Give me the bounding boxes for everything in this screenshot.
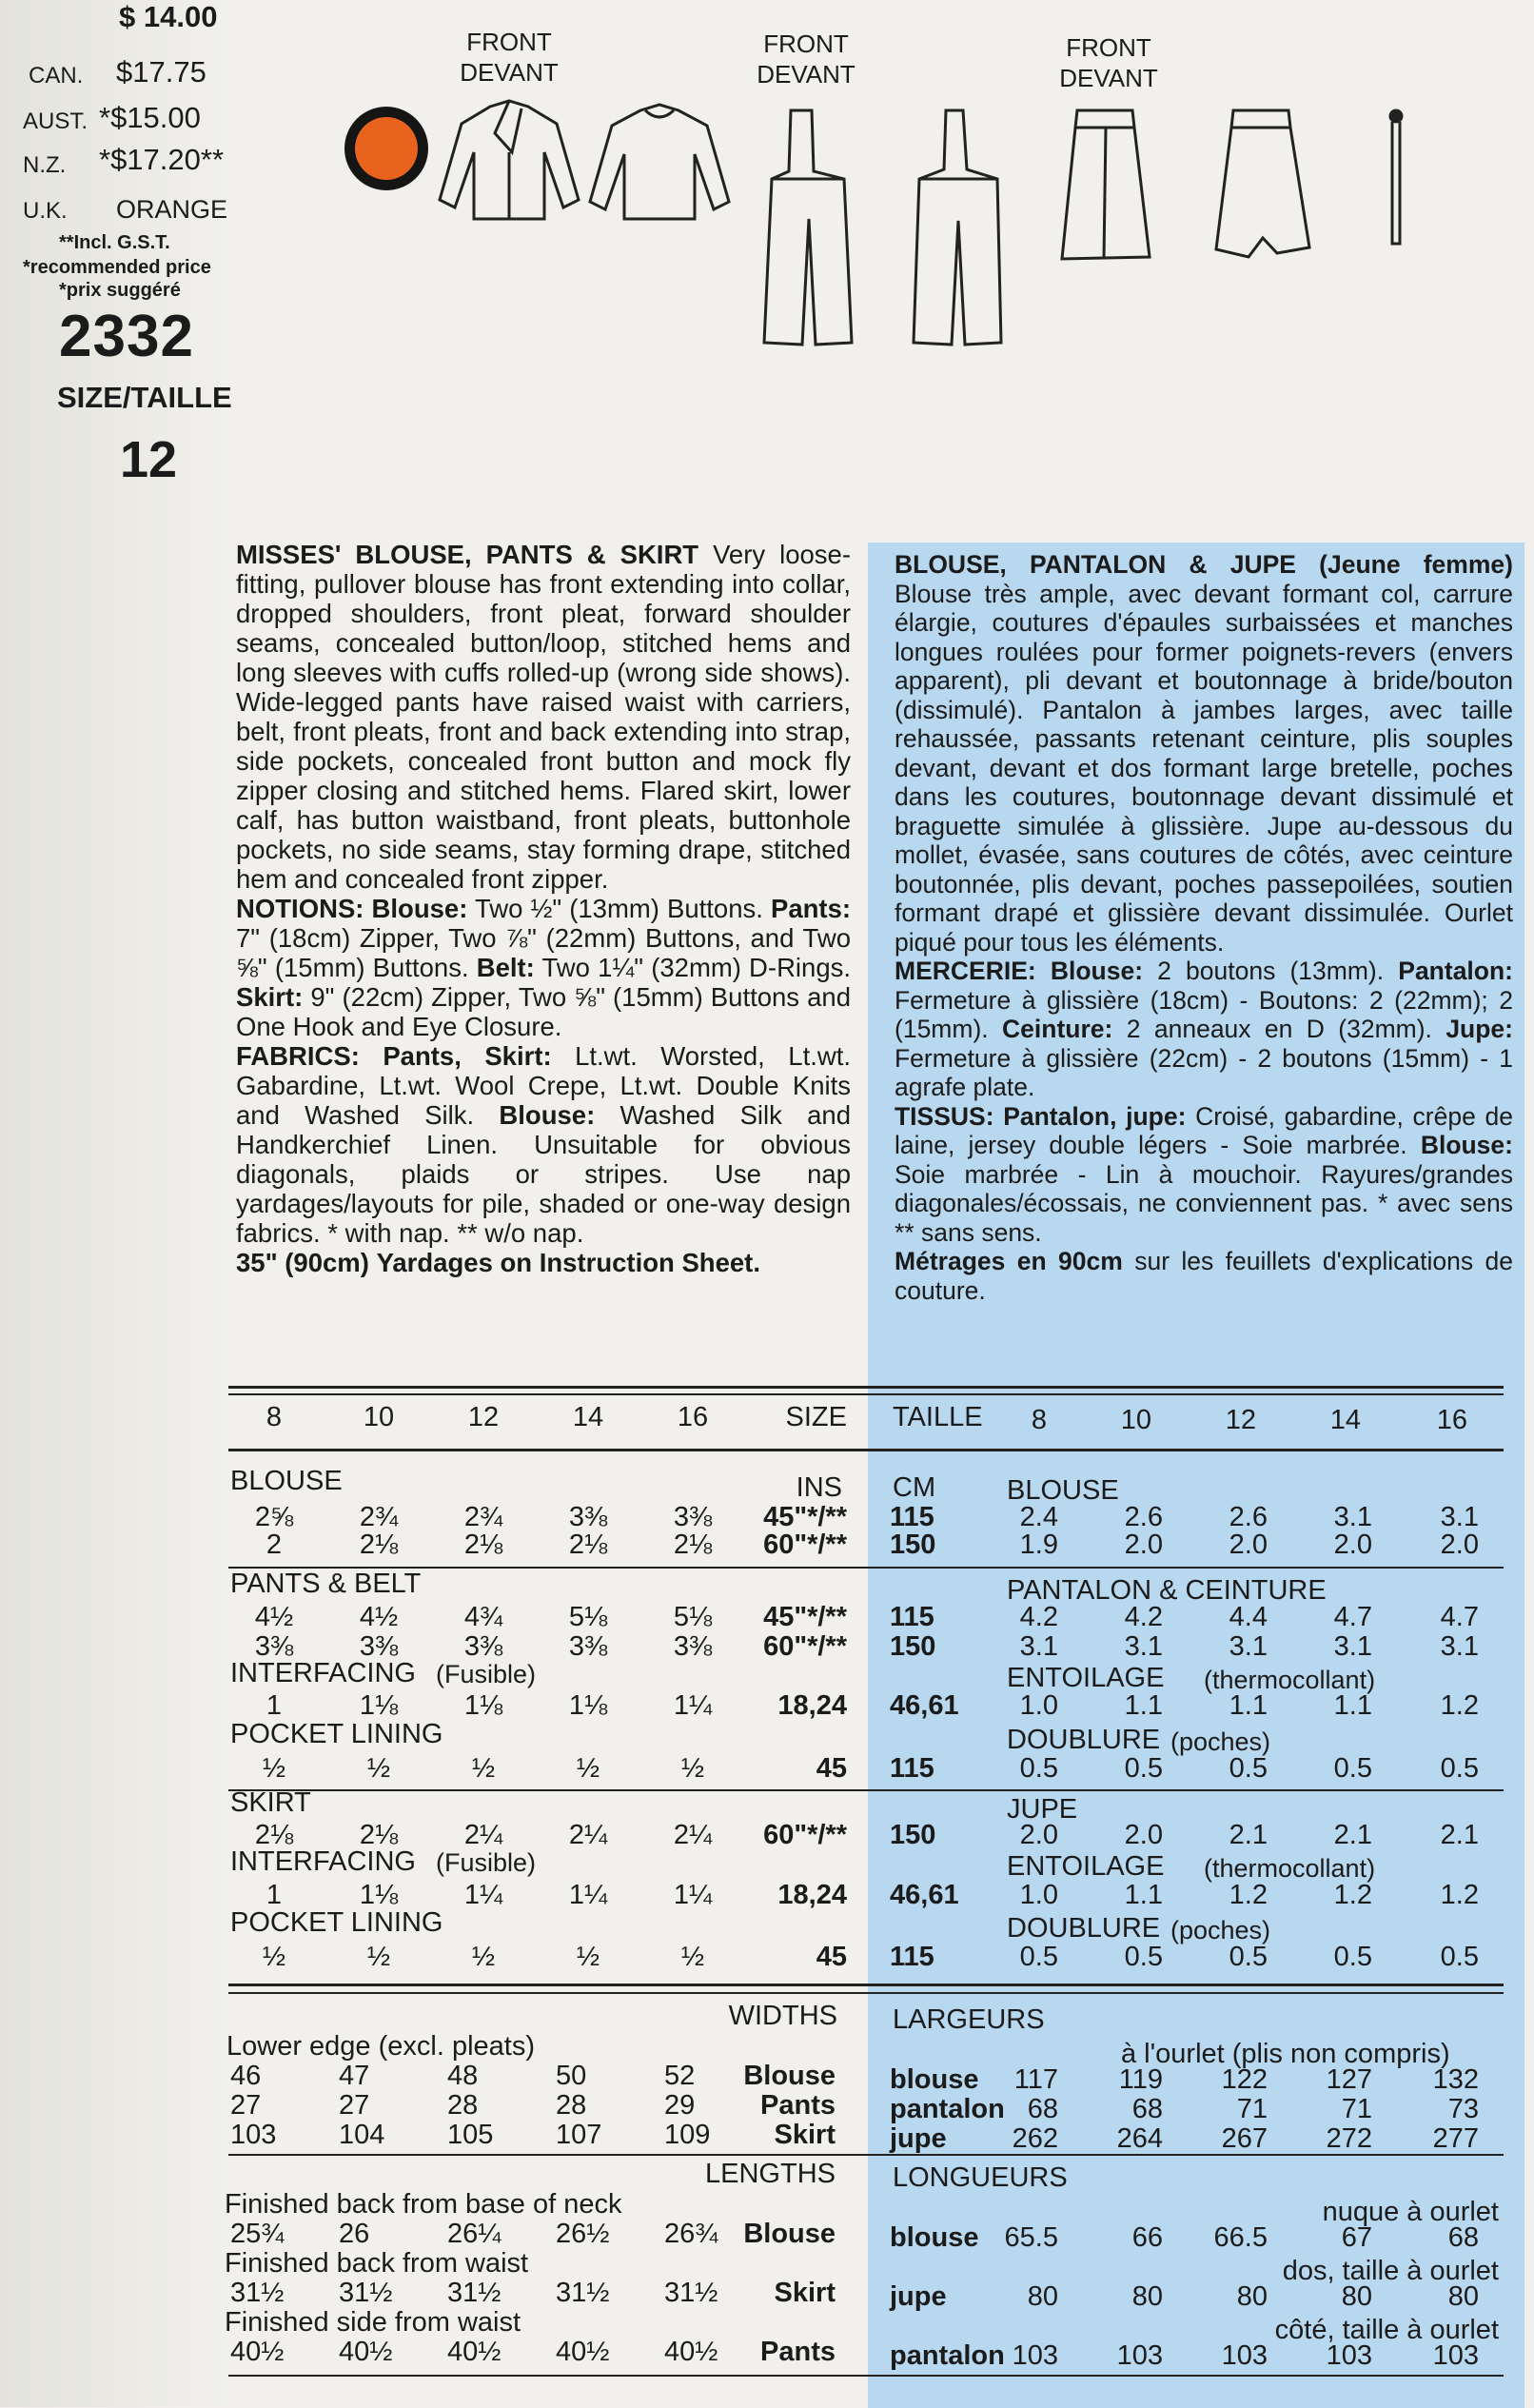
size-value-fr: 1.1 <box>1124 1690 1163 1721</box>
length-value-fr: 65.5 <box>1004 2222 1058 2253</box>
size-value-fr: 1.2 <box>1440 1880 1479 1910</box>
length-value-en: 40½ <box>447 2337 502 2367</box>
size-value-en: 1¼ <box>673 1690 713 1721</box>
widths-heading-fr: LARGEURS <box>893 2004 1045 2035</box>
width-value-en: 47 <box>339 2061 370 2091</box>
length-value-fr: 80 <box>1341 2281 1372 2312</box>
width-label-fr: blouse <box>890 2064 979 2095</box>
length-value-fr: 80 <box>1447 2281 1479 2312</box>
width-value-en: 109 <box>664 2120 711 2150</box>
size-value-fr: 0.5 <box>1019 1942 1058 1972</box>
size-value-en: ½ <box>262 1942 286 1972</box>
size-value-fr: 3.1 <box>1333 1502 1372 1532</box>
length-value-en: 40½ <box>556 2337 610 2367</box>
table-divider <box>228 1992 1504 1994</box>
blouse-heading: BLOUSE <box>230 1466 343 1496</box>
length-value-en: 26½ <box>556 2219 610 2249</box>
width-value-fr: 122 <box>1221 2064 1268 2095</box>
length-value-fr: 103 <box>1221 2340 1268 2371</box>
table-divider <box>228 1449 1504 1451</box>
width-label-fr: pantalon <box>890 2094 1005 2124</box>
price-aust-value: *$15.00 <box>99 101 201 134</box>
size-value-en: ½ <box>262 1753 286 1784</box>
view-title-line: DEVANT <box>1059 64 1158 92</box>
cm-label: CM <box>893 1472 936 1503</box>
fabric-width-in: 18,24 <box>777 1690 847 1721</box>
lining-heading-fr: DOUBLURE <box>1007 1725 1161 1755</box>
fabrics-pants: Lt.wt. Worsted, Lt.wt. Gabardine, Lt.wt. Wool Crepe, Lt.wt. Double Knits and Washed Silk. <box>236 1041 852 1130</box>
size-value-fr: 2.0 <box>1229 1530 1268 1560</box>
size-value-en: 1 <box>266 1880 283 1910</box>
yardage-bold: 35" (90cm) <box>236 1248 369 1277</box>
size-value-fr: 0.5 <box>1333 1942 1372 1972</box>
length-label-fr: pantalon <box>890 2340 1005 2371</box>
length-value-fr: 80 <box>1131 2281 1163 2312</box>
mercerie-jupe: Fermeture à glissière (22cm) - 2 boutons (15mm) - 1 agrafe plate. <box>895 1043 1513 1101</box>
size-value-fr: 0.5 <box>1229 1942 1268 1972</box>
length-value-fr: 80 <box>1236 2281 1268 2312</box>
view-title-line: FRONT <box>466 28 552 56</box>
tissus-blouse-label: Blouse: <box>1420 1131 1513 1159</box>
width-value-en: 29 <box>664 2090 696 2121</box>
width-value-fr: 71 <box>1236 2094 1268 2124</box>
metrages-bold: Métrages en 90cm <box>895 1247 1123 1275</box>
size-value-en: 3⅜ <box>568 1502 608 1532</box>
fabric-width-cm: 115 <box>890 1502 934 1532</box>
fabrics-pants-label: Pants, Skirt: <box>383 1041 552 1071</box>
interfacing-sub: (Fusible) <box>436 1848 537 1877</box>
size-value-fr: 3.1 <box>1440 1631 1479 1662</box>
table-divider <box>228 2154 1504 2156</box>
length-value-fr: 66.5 <box>1213 2222 1268 2253</box>
width-value-en: 27 <box>230 2090 262 2121</box>
size-value-en: 1 <box>266 1690 283 1721</box>
fabric-width-cm: 46,61 <box>890 1690 959 1721</box>
size-value-en: ½ <box>471 1753 496 1784</box>
size-value-fr: 2.0 <box>1124 1820 1163 1850</box>
mercerie-pant: Fermeture à glissière (18cm) - Boutons: 2 (22mm); 2 (15mm). <box>895 985 1513 1043</box>
fabric-width-cm: 115 <box>890 1753 934 1784</box>
size-value-fr: 2.0 <box>1019 1820 1058 1850</box>
size-value-en: ½ <box>680 1753 705 1784</box>
width-value-en: 107 <box>556 2120 602 2150</box>
width-value-en: 48 <box>447 2061 479 2091</box>
size-value-en: 3⅜ <box>568 1631 608 1662</box>
fabric-width-in: 45 <box>816 1753 847 1784</box>
fabric-width-in: 45"*/** <box>763 1602 847 1632</box>
width-value-en: 103 <box>230 2120 277 2150</box>
size-value-fr: 2.1 <box>1229 1820 1268 1850</box>
width-value-en: 50 <box>556 2061 587 2091</box>
pants-heading-fr: PANTALON & CEINTURE <box>1007 1575 1327 1606</box>
price-nz-value: *$17.20** <box>99 143 225 176</box>
blouse-heading-fr: BLOUSE <box>1007 1475 1119 1506</box>
size-value-en: 3⅜ <box>254 1631 294 1662</box>
size-value-fr: 2.1 <box>1333 1820 1372 1850</box>
size-value-en: 1⅛ <box>568 1690 608 1721</box>
size-value-fr: 2.0 <box>1124 1530 1163 1560</box>
size-value-en: 1¼ <box>463 1880 503 1910</box>
width-label-en: Pants <box>760 2090 836 2121</box>
view-title-line: FRONT <box>1066 33 1151 62</box>
size-value-fr: 4.7 <box>1333 1602 1372 1632</box>
width-value-fr: 127 <box>1326 2064 1372 2095</box>
fabrics-blouse: Washed Silk and Handkerchief Linen. Unsuitable for obvious diagonals, plaids or stripes. Use nap yardages/layouts for pile, shaded or one-way design fabrics. * with nap. ** w/o nap. <box>236 1100 852 1248</box>
size-value-fr: 0.5 <box>1333 1753 1372 1784</box>
fabric-width-in: 60"*/** <box>763 1631 847 1662</box>
length-value-fr: 80 <box>1027 2281 1058 2312</box>
ins-label: INS <box>796 1472 842 1503</box>
size-value-fr: 0.5 <box>1124 1942 1163 1972</box>
view-title-line: DEVANT <box>757 60 856 89</box>
length-value-en: 31½ <box>230 2278 285 2308</box>
notions-blouse: Two ½" (13mm) Buttons. <box>474 894 763 923</box>
length-value-fr: 67 <box>1341 2222 1372 2253</box>
pattern-number: 2332 <box>59 304 194 369</box>
width-value-en: 52 <box>664 2061 696 2091</box>
width-value-en: 46 <box>230 2061 262 2091</box>
length-value-en: 26 <box>339 2219 370 2249</box>
size-header-fr: 16 <box>1436 1405 1467 1435</box>
size-value-fr: 3.1 <box>1124 1631 1163 1662</box>
length-value-en: 40½ <box>664 2337 718 2367</box>
size-value-en: ½ <box>471 1942 496 1972</box>
length-desc-fr: côté, taille à ourlet <box>1274 2315 1499 2345</box>
width-value-fr: 267 <box>1221 2123 1268 2154</box>
width-value-en: 28 <box>556 2090 587 2121</box>
length-desc-en: Finished back from waist <box>225 2248 529 2279</box>
notions-blouse-label: Blouse: <box>371 894 468 923</box>
size-value-en: 3⅜ <box>463 1631 503 1662</box>
mercerie-label: MERCERIE: <box>895 957 1036 985</box>
size-value-fr: 1.2 <box>1440 1690 1479 1721</box>
french-title: BLOUSE, PANTALON & JUPE (Jeune femme) <box>895 550 1513 579</box>
fabric-width-cm: 150 <box>890 1530 936 1560</box>
size-value-en: 1¼ <box>673 1880 713 1910</box>
french-body: Blouse très ample, avec devant formant col, carrure élargie, coutures d'épaules surbaissées et manches longues roulées pour former poignets-revers (envers apparent), pli devant et boutonnage à bride/bouton (dissimulé). Pantalon à jambes larges, avec taille rehaussée, passants retenant ceinture, plis souples devant, devant et dos formant large bretelle, poches dans les coutures, boutonnage devant dissimulé et braguette simulée à glissière. Jupe au-dessous du mollet, évasée, sans coutures de côtés, avec ceinture boutonnée, plis devant, poches passepoilées, soutien formant drapé et glissière devant dissimulée. Ourlet piqué pour tous les éléments. <box>895 579 1513 957</box>
size-value-fr: 1.1 <box>1333 1690 1372 1721</box>
size-value-en: 2⅛ <box>359 1530 399 1560</box>
size-header-fr: 8 <box>1031 1405 1047 1435</box>
length-label-fr: blouse <box>890 2222 979 2253</box>
taille-header-label: TAILLE <box>893 1402 983 1432</box>
tissus-label: TISSUS: <box>895 1101 994 1131</box>
size-value-en: 1⅛ <box>359 1880 399 1910</box>
lining-sub-fr: (poches) <box>1170 1916 1271 1944</box>
size-value-en: ½ <box>680 1942 705 1972</box>
notions-pants-label: Pants: <box>770 894 852 923</box>
interfacing-heading: INTERFACING <box>230 1846 416 1877</box>
price-note-recommended: *recommended price <box>23 257 211 278</box>
size-value-fr: 2.0 <box>1333 1530 1372 1560</box>
size-value-en: 5⅛ <box>568 1602 608 1632</box>
size-value-fr: 1.0 <box>1019 1880 1058 1910</box>
size-value-en: 2¾ <box>463 1502 503 1532</box>
size-value-en: 3⅜ <box>673 1631 713 1662</box>
size-value-en: 1¼ <box>568 1880 608 1910</box>
length-value-en: 31½ <box>664 2278 718 2308</box>
tissus-pant: Croisé, gabardine, crêpe de laine, jersey double légers - Soie marbrée. <box>895 1101 1513 1159</box>
lower-edge-label-fr: à l'ourlet (plis non compris) <box>1121 2039 1450 2069</box>
english-body: Very loose-fitting, pullover blouse has front extending into collar, dropped shoulders, front pleat, forward shoulder seams, concealed button/loop, stitched hems and long sleeves with cuffs rolled-up (wrong side shows). Wide-legged pants have raised waist with carriers, belt, front pleats, front and back extending into strap, side pockets, concealed front button and mock fly zipper closing and stitched hems. Flared skirt, lower calf, has button waistband, front pleats, buttonhole pockets, no side seams, stay forming drape, stitched hem and concealed front zipper. <box>236 540 851 894</box>
notions-label: NOTIONS: <box>236 894 364 923</box>
table-divider <box>228 1393 1504 1395</box>
size-value-en: ½ <box>576 1942 600 1972</box>
pants-heading: PANTS & BELT <box>230 1569 422 1599</box>
length-desc-fr: nuque à ourlet <box>1322 2197 1499 2227</box>
width-value-fr: 264 <box>1116 2123 1163 2154</box>
size-value-en: 2⅛ <box>673 1530 713 1560</box>
tissus-pant-label: Pantalon, jupe: <box>1003 1101 1187 1131</box>
notions-belt: Two 1¼" (32mm) D-Rings. <box>541 953 852 982</box>
size-header-en: 12 <box>467 1402 500 1432</box>
size-value-en: 2¼ <box>673 1820 713 1850</box>
lining-heading: POCKET LINING <box>230 1719 443 1749</box>
size-header-fr: 14 <box>1329 1405 1361 1435</box>
price-uk-value: ORANGE <box>116 195 228 224</box>
fabric-width-in: 45 <box>816 1942 847 1972</box>
size-label: SIZE/TAILLE <box>57 381 232 414</box>
fabric-width-in: 60"*/** <box>763 1530 847 1560</box>
price-note-gst: **Incl. G.S.T. <box>59 232 170 253</box>
size-header-fr: 10 <box>1120 1405 1151 1435</box>
size-value-en: 1⅛ <box>463 1690 503 1721</box>
interfacing-sub: (Fusible) <box>436 1660 537 1688</box>
size-header-fr: 12 <box>1225 1405 1256 1435</box>
price-uk-label: U.K. <box>23 198 68 224</box>
width-value-en: 104 <box>339 2120 385 2150</box>
skirt-heading: SKIRT <box>230 1787 311 1818</box>
lengths-heading-fr: LONGUEURS <box>893 2162 1068 2193</box>
lengths-heading: LENGTHS <box>705 2159 836 2189</box>
size-value: 12 <box>120 431 178 488</box>
size-header-en: 14 <box>572 1402 604 1432</box>
price-note-suggere: *prix suggéré <box>59 280 181 301</box>
length-value-fr: 68 <box>1447 2222 1479 2253</box>
price-can-label: CAN. <box>29 63 84 89</box>
size-value-en: 4¾ <box>463 1602 503 1632</box>
notions-skirt: 9" (22cm) Zipper, Two ⅝" (15mm) Buttons and One Hook and Eye Closure. <box>236 982 852 1041</box>
widths-heading: WIDTHS <box>728 2001 837 2031</box>
size-value-fr: 1.1 <box>1229 1690 1268 1721</box>
length-value-fr: 103 <box>1116 2340 1163 2371</box>
length-label-fr: jupe <box>890 2281 947 2312</box>
width-value-fr: 73 <box>1447 2094 1479 2124</box>
width-value-en: 28 <box>447 2090 479 2121</box>
width-value-fr: 262 <box>1012 2123 1058 2154</box>
size-value-en: 2¼ <box>568 1820 608 1850</box>
price-aust-label: AUST. <box>23 109 88 134</box>
fabric-width-cm: 150 <box>890 1820 936 1850</box>
size-value-en: 2⅝ <box>254 1502 294 1532</box>
price-nz-label: N.Z. <box>23 152 67 178</box>
size-value-en: 4½ <box>254 1602 294 1632</box>
size-value-fr: 0.5 <box>1440 1753 1479 1784</box>
size-header-en: 10 <box>363 1402 395 1432</box>
width-value-fr: 277 <box>1432 2123 1479 2154</box>
size-value-en: 2¼ <box>463 1820 503 1850</box>
width-label-fr: jupe <box>890 2123 947 2154</box>
fabrics-label: FABRICS: <box>236 1041 360 1071</box>
table-divider <box>228 1386 1504 1389</box>
size-value-fr: 1.0 <box>1019 1690 1058 1721</box>
size-value-fr: 3.1 <box>1019 1631 1058 1662</box>
length-value-en: 40½ <box>230 2337 285 2367</box>
size-value-fr: 3.1 <box>1333 1631 1372 1662</box>
width-value-en: 27 <box>339 2090 370 2121</box>
length-value-fr: 103 <box>1012 2340 1058 2371</box>
lining-heading: POCKET LINING <box>230 1907 443 1938</box>
size-value-fr: 2.0 <box>1440 1530 1479 1560</box>
size-header-label: SIZE <box>785 1402 847 1432</box>
size-value-fr: 0.5 <box>1440 1942 1479 1972</box>
fabric-width-cm: 115 <box>890 1942 934 1972</box>
interfacing-sub-fr: (thermocollant) <box>1204 1666 1376 1694</box>
size-value-en: 1⅛ <box>359 1690 399 1721</box>
size-value-fr: 4.2 <box>1124 1602 1163 1632</box>
yardage-rest: Yardages on Instruction Sheet. <box>376 1248 760 1277</box>
size-value-en: 4½ <box>359 1602 399 1632</box>
interfacing-heading-fr: ENTOILAGE <box>1007 1851 1165 1882</box>
price-can-value: $17.75 <box>116 55 206 89</box>
length-value-en: 31½ <box>556 2278 610 2308</box>
metrages-rest: sur les feuillets d'explications de couture. <box>895 1247 1513 1305</box>
view-title-line: DEVANT <box>460 58 559 87</box>
size-value-fr: 2.6 <box>1124 1502 1163 1532</box>
mercerie-ceint-label: Ceinture: <box>1002 1015 1113 1043</box>
length-value-en: 26¼ <box>447 2219 502 2249</box>
size-value-fr: 0.5 <box>1124 1753 1163 1784</box>
fabric-width-cm: 115 <box>890 1602 934 1632</box>
size-value-en: 2⅛ <box>463 1530 503 1560</box>
width-value-fr: 117 <box>1013 2064 1058 2095</box>
table-divider <box>228 1984 1504 1986</box>
size-value-en: 2⅛ <box>254 1820 294 1850</box>
skirt-heading-fr: JUPE <box>1007 1794 1078 1825</box>
mercerie-pant-label: Pantalon: <box>1398 957 1513 985</box>
size-value-fr: 4.4 <box>1229 1602 1268 1632</box>
fabric-width-in: 45"*/** <box>763 1502 847 1532</box>
size-value-fr: 1.9 <box>1019 1530 1058 1560</box>
length-value-en: 40½ <box>339 2337 393 2367</box>
size-value-en: 2⅛ <box>568 1530 608 1560</box>
width-value-en: 105 <box>447 2120 494 2150</box>
interfacing-heading: INTERFACING <box>230 1658 416 1688</box>
size-value-fr: 2.4 <box>1019 1502 1058 1532</box>
length-label-en: Blouse <box>743 2219 836 2249</box>
notions-skirt-label: Skirt: <box>236 982 304 1012</box>
length-label-en: Skirt <box>774 2278 836 2308</box>
size-value-fr: 4.2 <box>1019 1602 1058 1632</box>
fabrics-blouse-label: Blouse: <box>499 1100 596 1130</box>
english-title: MISSES' BLOUSE, PANTS & SKIRT <box>236 540 699 569</box>
tissus-blouse: Soie marbrée - Lin à mouchoir. Rayures/grandes diagonales/écossais, ne conviennent pas. * avec sens ** sans sens. <box>895 1159 1513 1247</box>
size-value-en: ½ <box>576 1753 600 1784</box>
interfacing-sub-fr: (thermocollant) <box>1204 1854 1376 1883</box>
lining-sub-fr: (poches) <box>1170 1727 1271 1756</box>
fabric-width-in: 18,24 <box>777 1880 847 1910</box>
lower-edge-label: Lower edge (excl. pleats) <box>226 2031 535 2062</box>
size-value-en: 2 <box>266 1530 283 1560</box>
size-value-fr: 1.2 <box>1333 1880 1372 1910</box>
length-value-en: 25¾ <box>230 2219 285 2249</box>
width-value-fr: 119 <box>1118 2064 1163 2095</box>
size-value-fr: 0.5 <box>1019 1753 1058 1784</box>
length-value-fr: 103 <box>1432 2340 1479 2371</box>
length-value-fr: 103 <box>1326 2340 1372 2371</box>
size-value-fr: 4.7 <box>1440 1602 1479 1632</box>
fabric-width-in: 60"*/** <box>763 1820 847 1850</box>
width-value-fr: 71 <box>1341 2094 1372 2124</box>
price-top-cut: $ 14.00 <box>119 0 218 33</box>
view-title-line: FRONT <box>763 30 849 58</box>
mercerie-ceint: 2 anneaux en D (32mm). <box>1126 1015 1432 1043</box>
size-value-fr: 3.1 <box>1440 1502 1479 1532</box>
size-header-en: 16 <box>677 1402 709 1432</box>
table-divider <box>228 1789 1504 1791</box>
size-value-fr: 2.1 <box>1440 1820 1479 1850</box>
size-value-fr: 1.2 <box>1229 1880 1268 1910</box>
notions-pants: 7" (18cm) Zipper, Two ⅞" (22mm) Buttons, and Two ⅝" (15mm) Buttons. <box>236 923 851 982</box>
interfacing-heading-fr: ENTOILAGE <box>1007 1663 1165 1693</box>
width-label-en: Blouse <box>743 2061 836 2091</box>
length-value-en: 31½ <box>447 2278 502 2308</box>
length-value-en: 31½ <box>339 2278 393 2308</box>
length-value-fr: 66 <box>1131 2222 1163 2253</box>
fabric-width-cm: 46,61 <box>890 1880 959 1910</box>
length-desc-en: Finished side from waist <box>225 2307 521 2338</box>
width-label-en: Skirt <box>774 2120 836 2150</box>
size-value-en: 3⅜ <box>359 1631 399 1662</box>
length-desc-en: Finished back from base of neck <box>225 2189 622 2220</box>
width-value-fr: 272 <box>1326 2123 1372 2154</box>
lining-heading-fr: DOUBLURE <box>1007 1913 1161 1944</box>
width-value-fr: 68 <box>1027 2094 1058 2124</box>
size-value-en: 3⅜ <box>673 1502 713 1532</box>
size-value-fr: 0.5 <box>1229 1753 1268 1784</box>
mercerie-blouse-label: Blouse: <box>1050 957 1144 985</box>
size-value-en: 5⅛ <box>673 1602 713 1632</box>
length-value-en: 26¾ <box>664 2219 718 2249</box>
width-value-fr: 132 <box>1432 2064 1479 2095</box>
notions-belt-label: Belt: <box>476 953 535 982</box>
size-value-en: 2⅛ <box>359 1820 399 1850</box>
size-value-en: 2¾ <box>359 1502 399 1532</box>
mercerie-blouse: 2 boutons (13mm). <box>1157 957 1385 985</box>
length-desc-fr: dos, taille à ourlet <box>1282 2256 1499 2286</box>
size-header-en: 8 <box>266 1402 283 1432</box>
size-value-en: ½ <box>366 1753 391 1784</box>
size-value-fr: 3.1 <box>1229 1631 1268 1662</box>
length-label-en: Pants <box>760 2337 836 2367</box>
width-value-fr: 68 <box>1131 2094 1163 2124</box>
mercerie-jupe-label: Jupe: <box>1446 1015 1513 1043</box>
table-divider <box>228 2375 1504 2377</box>
size-value-fr: 2.6 <box>1229 1502 1268 1532</box>
size-value-fr: 1.1 <box>1124 1880 1163 1910</box>
fabric-width-cm: 150 <box>890 1631 936 1662</box>
size-value-en: ½ <box>366 1942 391 1972</box>
